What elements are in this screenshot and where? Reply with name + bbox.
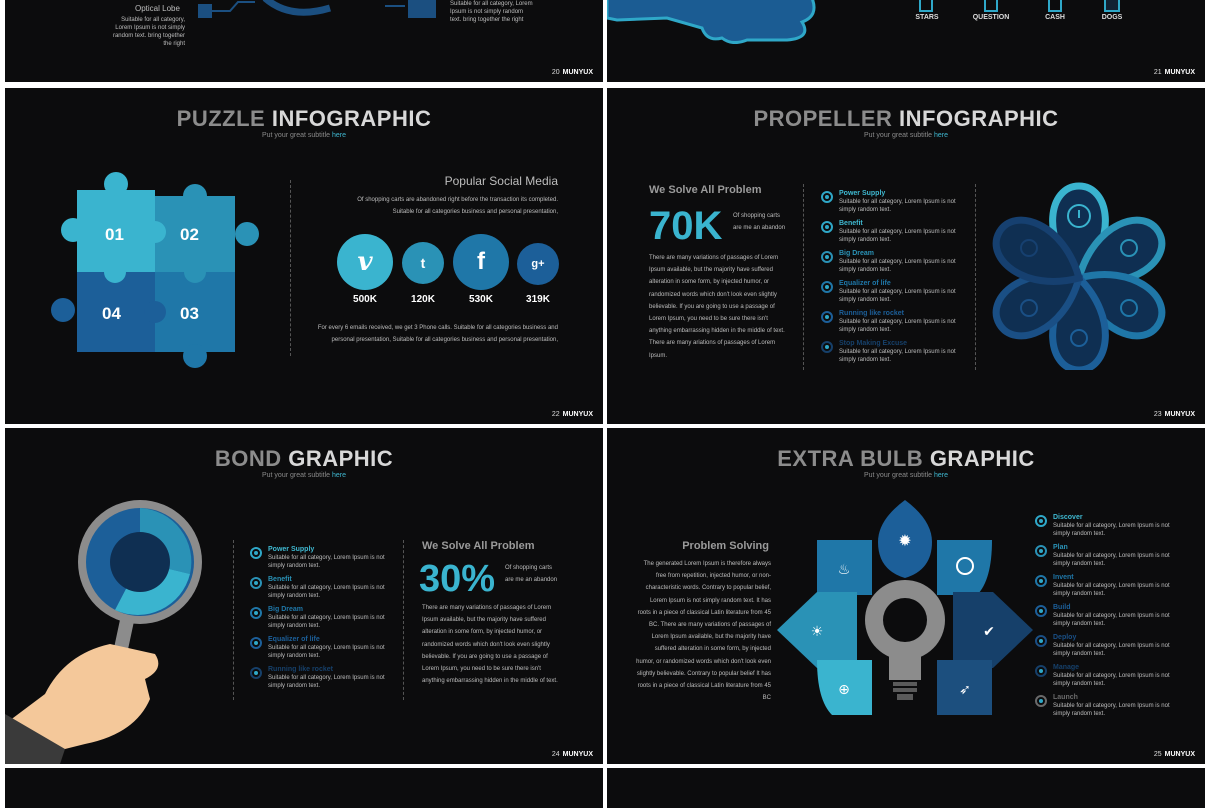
slide-title <box>607 446 1205 472</box>
subtitle-link[interactable]: here <box>934 472 949 479</box>
magnifier-hand-graphic <box>5 494 210 764</box>
subtitle-text: Put your great subtitle <box>261 132 331 139</box>
item-desc: Suitable for all category, Lorem Ipsum is not simply random text. <box>268 615 385 629</box>
stat-twitter: 120K <box>411 294 435 305</box>
slide-subtitle <box>5 472 603 479</box>
icon-label-stars: STARS <box>915 14 939 21</box>
item-desc: Suitable for all category, Lorem Ipsum is not simply random text. <box>839 199 956 213</box>
slide-title <box>5 446 603 472</box>
subtitle-link[interactable]: here <box>332 472 347 479</box>
brand-name: MUNYUX <box>562 751 593 758</box>
puzzle-piece-01 <box>61 172 155 272</box>
feature-list <box>821 190 971 370</box>
slide-26[interactable] <box>5 768 603 808</box>
title-part-2: GRAPHIC <box>929 446 1035 471</box>
title-part-1: BOND <box>214 446 282 471</box>
bullet-icon <box>250 577 262 589</box>
icon-label-cash: CASH <box>1045 14 1065 21</box>
svg-text:✹: ✹ <box>898 531 912 550</box>
icon-label-question: QUESTION <box>972 14 1010 21</box>
slide20-text-left: Suitable for all category, Lorem Ipsum is not simply random text. bring together the right <box>112 17 185 47</box>
problem-heading: We Solve All Problem <box>422 540 535 552</box>
social-heading: Popular Social Media <box>444 174 558 188</box>
item-desc: Suitable for all category, Lorem Ipsum is not simply random text. <box>1053 523 1170 537</box>
item-title: Running like rocket <box>839 310 904 317</box>
item-desc: Suitable for all category, Lorem Ipsum is not simply random text. <box>1053 703 1170 717</box>
slide-footer <box>1154 751 1195 758</box>
twitter-icon[interactable]: t <box>402 242 444 284</box>
item-title: Launch <box>1053 694 1078 701</box>
feature-list <box>250 546 400 696</box>
puzzle-label-02: 02 <box>180 225 199 244</box>
slide-footer <box>1154 411 1195 418</box>
puzzle-label-04: 04 <box>102 304 121 323</box>
brand-name: MUNYUX <box>1164 751 1195 758</box>
item-title: Big Dream <box>268 606 304 613</box>
slide-footer <box>552 411 593 418</box>
brand-name: MUNYUX <box>1164 69 1195 76</box>
page-number: 23 <box>1153 411 1162 418</box>
item-title: Benefit <box>839 220 863 227</box>
bullet-icon <box>821 281 833 293</box>
question-icon <box>984 0 998 12</box>
subtitle-text: Put your great subtitle <box>863 472 933 479</box>
brand-name: MUNYUX <box>1164 411 1195 418</box>
slide-22[interactable] <box>5 88 603 424</box>
bullet-icon <box>1035 515 1047 527</box>
title-part-1: PROPELLER <box>753 106 893 131</box>
bullet-icon <box>250 547 262 559</box>
big-number: 70K <box>649 204 723 248</box>
social-intro: Of shopping carts are abandoned right before the transaction its completed. Suitable for all categories business and personal presentation, <box>357 197 558 215</box>
facebook-icon[interactable]: f <box>453 234 509 290</box>
slide20-text-right: Suitable for all category, Lorem Ipsum is not simply random text. bring together the right <box>450 1 533 23</box>
item-desc: Suitable for all category, Lorem Ipsum is not simply random text. <box>839 349 956 363</box>
svg-text:☀: ☀ <box>810 624 824 640</box>
problem-heading: Problem Solving <box>682 540 769 552</box>
propeller-graphic <box>991 182 1167 370</box>
item-title: Running like rocket <box>268 666 333 673</box>
item-title: Benefit <box>268 576 292 583</box>
cloud-graphic <box>607 0 817 44</box>
big-number-caption: Of shopping carts are me an abandon <box>505 565 558 583</box>
stat-facebook: 530K <box>469 294 493 305</box>
bulb-graphic <box>777 500 1033 720</box>
item-title: Manage <box>1053 664 1080 671</box>
slide-title <box>5 106 603 132</box>
svg-text:➶: ➶ <box>959 682 971 698</box>
problem-body: The generated Lorem Ipsum is therefore always free from repetition, injected humor, or non-characteristic words. Contrary to popular belief, Lorem Ipsum is not simply random text. It has roots in a piece of classical Latin literature from 45 BC. There are many variations of passages of Lorem Ipsum available, but the majority have suffered alteration in some form, by injected humor, or randomized words which don't look even slightly believable. Contrary to popular belief It has roots in a piece of classical Latin literature from 45 BC <box>636 561 771 702</box>
page-number: 21 <box>1153 69 1162 76</box>
social-footer-text: For every 6 emails received, we get 3 Phone calls. Suitable for all categories business and personal presentation, Suitable for all categories business and personal presentation, <box>317 325 558 343</box>
bullet-icon <box>250 667 262 679</box>
problem-heading: We Solve All Problem <box>649 184 762 196</box>
cash-icon <box>1048 0 1062 12</box>
item-desc: Suitable for all category, Lorem Ipsum is not simply random text. <box>839 319 956 333</box>
slide-23[interactable] <box>607 88 1205 424</box>
bullet-icon <box>1035 575 1047 587</box>
slide-24[interactable] <box>5 428 603 764</box>
item-title: Big Dream <box>839 250 875 257</box>
item-desc: Suitable for all category, Lorem Ipsum is not simply random text. <box>1053 583 1170 597</box>
bullet-icon <box>821 221 833 233</box>
item-title: Stop Making Excuse <box>839 340 908 347</box>
slide-title <box>607 106 1205 132</box>
item-desc: Suitable for all category, Lorem Ipsum is not simply random text. <box>268 555 385 569</box>
item-title: Power Supply <box>839 190 886 197</box>
bullet-icon <box>250 607 262 619</box>
brand-name: MUNYUX <box>562 411 593 418</box>
bullet-icon <box>1035 635 1047 647</box>
title-part-2: INFOGRAPHIC <box>271 106 432 131</box>
icon-label-dogs: DOGS <box>1101 14 1123 21</box>
svg-text:⊕: ⊕ <box>838 682 850 698</box>
vimeo-icon[interactable]: v <box>337 234 393 290</box>
divider-left <box>803 184 804 370</box>
problem-body: There are many variations of passages of Lorem Ipsum available, but the majority have suffered alteration in some form, by injected humor, or randomized words which don't look even slightly believable. If you are going to use a passage of Lorem Ipsum, you need to be sure there isn't anything embarrassing hidden in the middle of text. <box>422 605 558 685</box>
subtitle-link[interactable]: here <box>934 132 949 139</box>
item-desc: Suitable for all category, Lorem Ipsum is not simply random text. <box>268 585 385 599</box>
page-number: 25 <box>1153 751 1162 758</box>
subtitle-text: Put your great subtitle <box>261 472 331 479</box>
puzzle-graphic <box>49 170 264 380</box>
divider-right <box>975 184 976 370</box>
bullet-icon <box>250 637 262 649</box>
subtitle-text: Put your great subtitle <box>863 132 933 139</box>
puzzle-piece-02 <box>144 184 259 272</box>
slide-subtitle <box>607 132 1205 139</box>
bullet-icon <box>821 191 833 203</box>
bullet-icon <box>1035 605 1047 617</box>
stat-google-plus: 319K <box>526 294 550 305</box>
item-desc: Suitable for all category, Lorem Ipsum is not simply random text. <box>1053 613 1170 627</box>
item-title: Deploy <box>1053 634 1077 641</box>
divider-left <box>233 540 234 700</box>
brand-name: MUNYUX <box>562 69 593 76</box>
item-title: Equalizer of life <box>268 636 320 643</box>
slide-footer <box>1154 69 1195 76</box>
title-part-1: PUZZLE <box>176 106 266 131</box>
item-title: Plan <box>1053 544 1068 551</box>
subtitle-link[interactable]: here <box>332 132 347 139</box>
item-title: Equalizer of life <box>839 280 891 287</box>
svg-text:♨: ♨ <box>837 562 851 578</box>
big-number: 30% <box>419 558 496 600</box>
page-number: 20 <box>551 69 560 76</box>
bullet-icon <box>821 311 833 323</box>
item-desc: Suitable for all category, Lorem Ipsum is not simply random text. <box>839 289 956 303</box>
slide-footer <box>552 751 593 758</box>
divider <box>290 180 291 356</box>
title-part-1: EXTRA BULB <box>777 446 924 471</box>
bullet-icon <box>1035 665 1047 677</box>
item-desc: Suitable for all category, Lorem Ipsum is not simply random text. <box>1053 553 1170 567</box>
item-desc: Suitable for all category, Lorem Ipsum is not simply random text. <box>839 229 956 243</box>
slide-21[interactable] <box>607 0 1205 82</box>
bullet-icon <box>1035 545 1047 557</box>
puzzle-label-01: 01 <box>105 225 124 244</box>
item-title: Discover <box>1053 514 1083 521</box>
item-title: Invent <box>1053 574 1074 581</box>
svg-text:✔: ✔ <box>983 624 995 640</box>
slide-subtitle <box>607 472 1205 479</box>
optical-lobe-label: Optical Lobe <box>135 4 180 13</box>
item-desc: Suitable for all category, Lorem Ipsum is not simply random text. <box>268 675 385 689</box>
puzzle-label-03: 03 <box>180 304 199 323</box>
divider-right <box>403 540 404 700</box>
steps-list <box>1035 514 1195 724</box>
problem-body: There are many variations of passages of Lorem Ipsum available, but the majority have suffered alteration in some form, by injected humor, or randomized words which don't look even slightly believable. If you are going to use a passage of Lorem Ipsum, you need to be sure there isn't anything embarrassing hidden in the middle of text. There are many ariations of passages of Lorem Ipsum. <box>649 255 785 359</box>
google-plus-icon[interactable]: g+ <box>517 243 559 285</box>
item-desc: Suitable for all category, Lorem Ipsum is not simply random text. <box>268 645 385 659</box>
stat-vimeo: 500K <box>353 294 377 305</box>
bullet-icon <box>821 341 833 353</box>
item-desc: Suitable for all category, Lorem Ipsum is not simply random text. <box>1053 643 1170 657</box>
item-title: Build <box>1053 604 1071 611</box>
stars-icon <box>919 0 933 12</box>
slide-27[interactable] <box>607 768 1205 808</box>
slide-subtitle <box>5 132 603 139</box>
item-desc: Suitable for all category, Lorem Ipsum is not simply random text. <box>1053 673 1170 687</box>
page-number: 24 <box>551 751 560 758</box>
bullet-icon <box>1035 695 1047 707</box>
page-number: 22 <box>551 411 560 418</box>
slide-20[interactable] <box>5 0 603 82</box>
item-title: Power Supply <box>268 546 315 553</box>
slide-25[interactable] <box>607 428 1205 764</box>
item-desc: Suitable for all category, Lorem Ipsum is not simply random text. <box>839 259 956 273</box>
title-part-2: GRAPHIC <box>288 446 394 471</box>
big-number-caption: Of shopping carts are me an abandon <box>733 213 786 231</box>
optical-lobe-graphic <box>190 0 450 28</box>
bullet-icon <box>821 251 833 263</box>
title-part-2: INFOGRAPHIC <box>899 106 1059 131</box>
slide-footer <box>552 69 593 76</box>
dogs-icon <box>1104 0 1120 12</box>
